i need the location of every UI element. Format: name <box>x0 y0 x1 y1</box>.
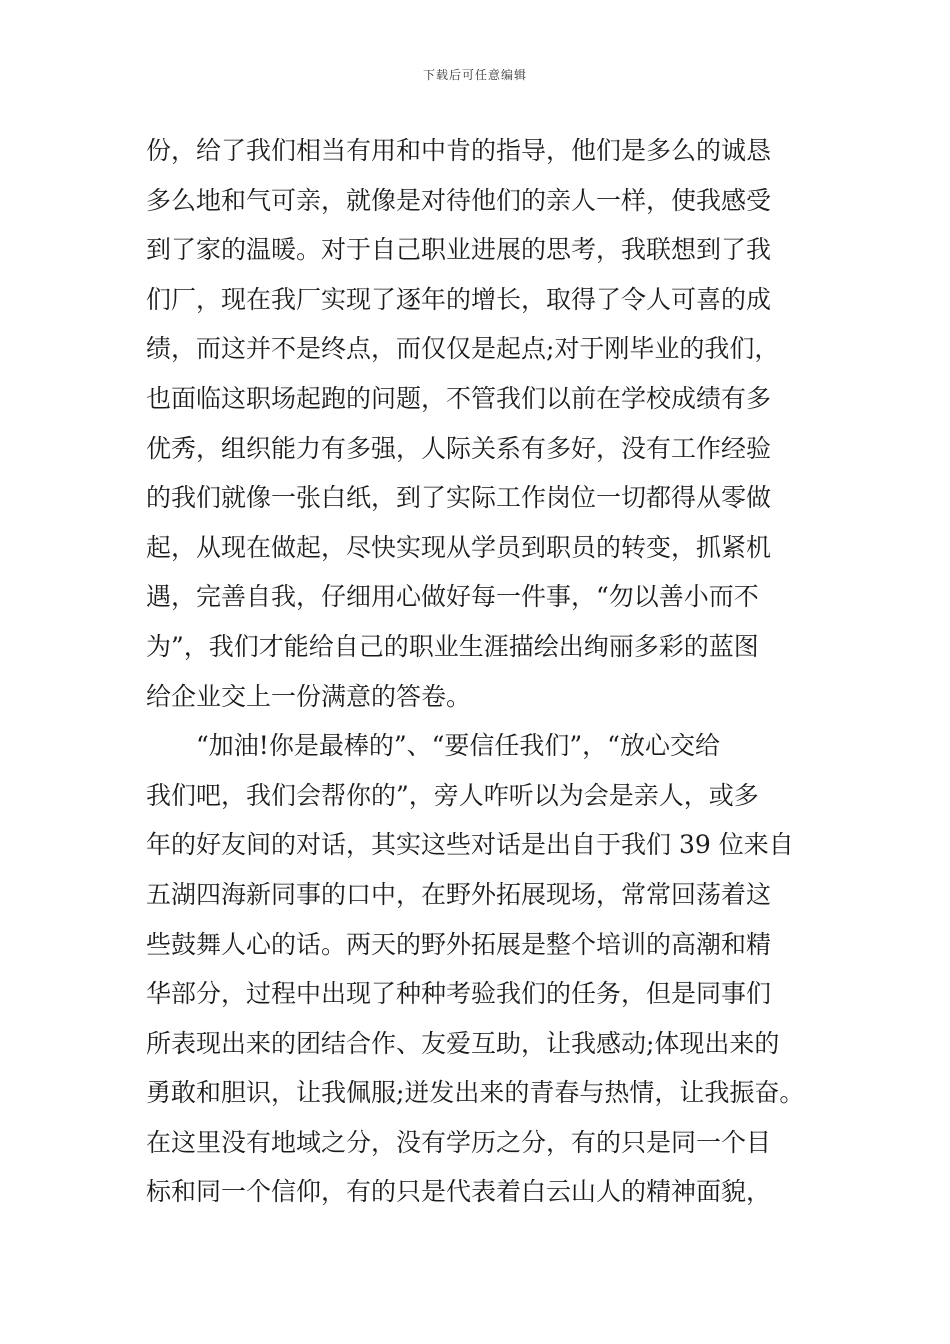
text-line: 绩，而这并不是终点，而仅仅是起点;对于刚毕业的我们， <box>146 334 780 364</box>
text-line: 到了家的温暖。对于自己职业进展的思考，我联想到了我 <box>146 235 772 265</box>
text-line: 所表现出来的团结合作、友爱互助，让我感动;体现出来的 <box>146 1028 780 1058</box>
page-header: 下载后可任意编辑 <box>422 68 527 82</box>
text-line: 优秀，组织能力有多强，人际关系有多好，没有工作经验 <box>146 433 772 463</box>
text-line: 在这里没有地域之分，没有学历之分，有的只是同一个目 <box>146 1127 772 1157</box>
text-line: 们厂，现在我厂实现了逐年的增长，取得了令人可喜的成 <box>146 284 772 314</box>
text-line: 五湖四海新同事的口中，在野外拓展现场，常常回荡着这 <box>146 879 772 909</box>
text-line: 些鼓舞人心的话。两天的野外拓展是整个培训的高潮和精 <box>146 929 772 959</box>
text-line: “加油!你是最棒的”、“要信任我们”，“放心交给 <box>146 731 720 761</box>
document-body <box>146 126 826 1217</box>
text-line: 遇，完善自我，仔细用心做好每一件事，“勿以善小而不 <box>146 582 759 612</box>
text-line: 标和同一个信仰，有的只是代表着白云山人的精神面貌， <box>146 1177 772 1207</box>
text-line: 勇敢和胆识，让我佩服;迸发出来的青春与热情，让我振奋。 <box>146 1078 805 1108</box>
text-line: 给企业交上一份满意的答卷。 <box>146 681 472 711</box>
text-line: 华部分，过程中出现了种种考验我们的任务，但是同事们 <box>146 979 772 1009</box>
text-line: 我们吧，我们会帮你的”，旁人咋听以为会是亲人，或多 <box>146 780 759 810</box>
text-line: 份，给了我们相当有用和中肯的指导，他们是多么的诚恳 <box>146 136 772 165</box>
text-line: 为”，我们才能给自己的职业生涯描绘出绚丽多彩的蓝图 <box>146 631 759 661</box>
text-line: 年的好友间的对话，其实这些对话是出自于我们 39 位来自 <box>146 830 794 860</box>
text-line: 多么地和气可亲，就像是对待他们的亲人一样，使我感受 <box>146 185 772 215</box>
text-line: 的我们就像一张白纸，到了实际工作岗位一切都得从零做 <box>146 483 772 513</box>
text-line: 也面临这职场起跑的问题，不管我们以前在学校成绩有多 <box>146 383 772 413</box>
text-line: 起，从现在做起，尽快实现从学员到职员的转变，抓紧机 <box>146 532 772 562</box>
